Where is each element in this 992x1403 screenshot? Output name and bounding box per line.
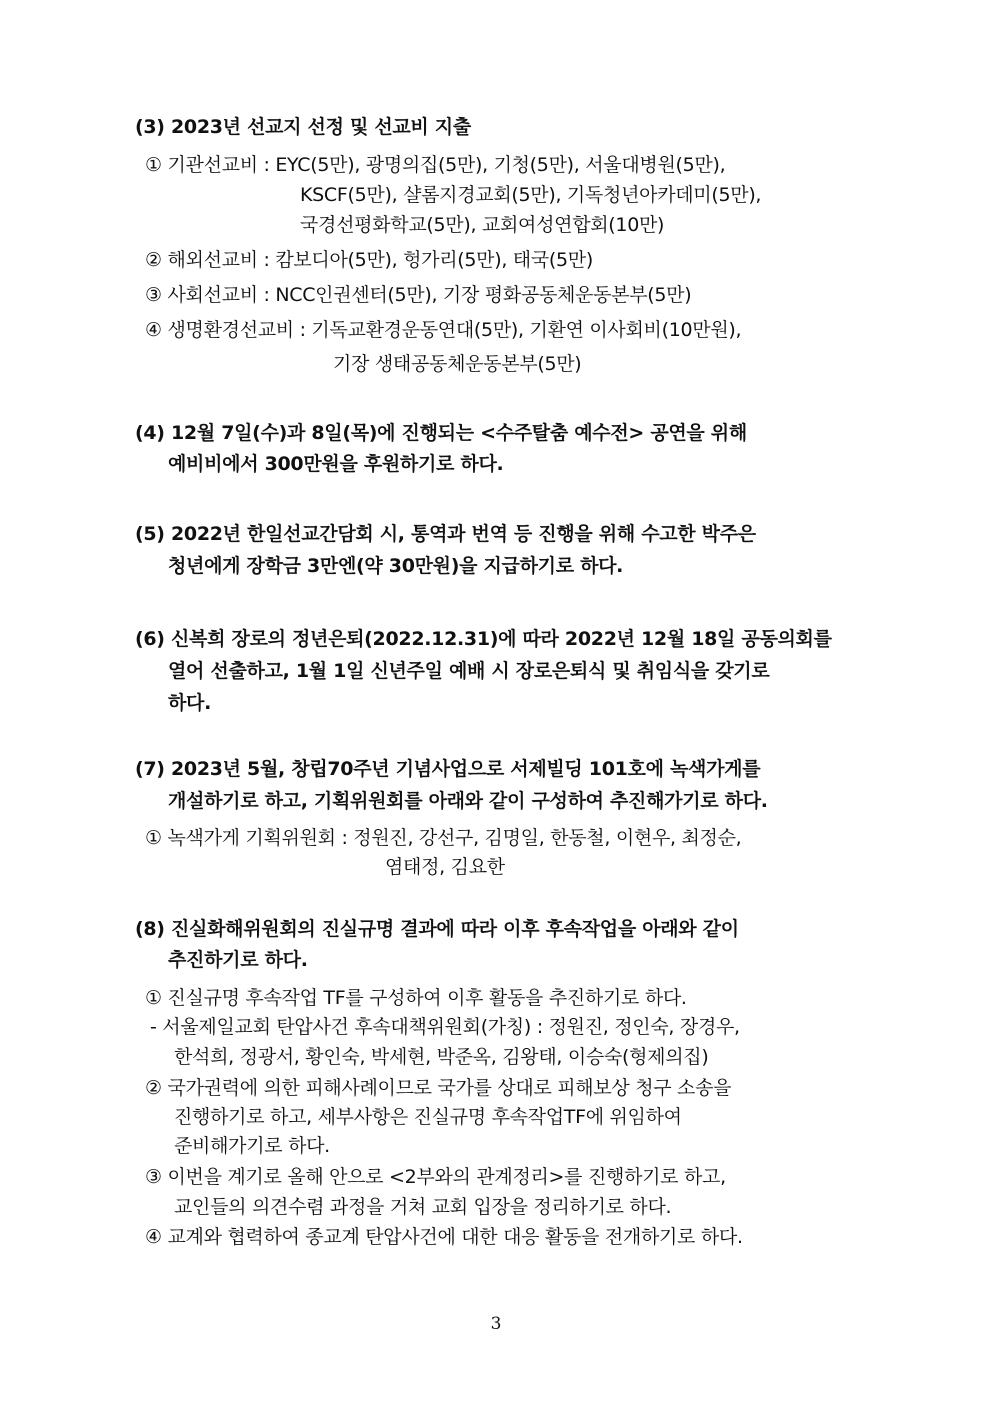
section-4-heading-continuation: 예비비에서 300만원을 후원하기로 하다. — [168, 453, 504, 475]
list-item-continuation: 국경선평화학교(5만), 교회여성연합회(10만) — [300, 214, 665, 236]
section-8-heading: (8) 진실화해위원회의 진실규명 결과에 따라 이후 후속작업을 아래와 같이 — [135, 918, 739, 940]
list-item-continuation: 한석희, 정광서, 황인숙, 박세현, 박준옥, 김왕태, 이승숙(형제의집) — [174, 1046, 709, 1068]
section-4-heading: (4) 12월 7일(수)과 8일(목)에 진행되는 <수주탈춤 예수전> 공연을 위해 — [135, 422, 747, 444]
list-item: ② 해외선교비 : 캄보디아(5만), 헝가리(5만), 태국(5만) — [145, 249, 593, 271]
section-5-heading: (5) 2022년 한일선교간담회 시, 통역과 번역 등 진행을 위해 수고한 박주은 — [135, 523, 756, 545]
section-7-heading: (7) 2023년 5월, 창립70주년 기념사업으로 서제빌딩 101호에 녹색가게를 — [135, 758, 761, 780]
section-6-heading-continuation: 하다. — [168, 692, 212, 714]
list-item-continuation: 교인들의 의견수렴 과정을 거쳐 교회 입장을 정리하기로 하다. — [174, 1196, 672, 1218]
section-3-heading: (3) 2023년 선교지 선정 및 선교비 지출 — [135, 116, 471, 138]
list-item: - 서울제일교회 탄압사건 후속대책위원회(가칭) : 정원진, 정인숙, 장경우, — [150, 1016, 740, 1038]
list-item: ④ 교계와 협력하여 종교계 탄압사건에 대한 대응 활동을 전개하기로 하다. — [145, 1226, 743, 1248]
list-item: ③ 사회선교비 : NCC인권센터(5만), 기장 평화공동체운동본부(5만) — [145, 284, 692, 306]
list-item-continuation: KSCF(5만), 샬롬지경교회(5만), 기독청년아카데미(5만), — [300, 184, 762, 206]
section-6-heading-continuation: 열어 선출하고, 1월 1일 신년주일 예배 시 장로은퇴식 및 취임식을 갖기로 — [168, 660, 770, 682]
list-item: ① 녹색가게 기획위원회 : 정원진, 강선구, 김명일, 한동철, 이현우, 최정순, — [145, 827, 742, 849]
list-item-continuation: 염태정, 김요한 — [385, 856, 505, 878]
page-number: 3 — [490, 1314, 502, 1334]
list-item: ① 기관선교비 : EYC(5만), 광명의집(5만), 기청(5만), 서울대병원(5만), — [145, 154, 726, 176]
list-item: ① 진실규명 후속작업 TF를 구성하여 이후 활동을 추진하기로 하다. — [145, 987, 687, 1009]
section-7-heading-continuation: 개설하기로 하고, 기획위원회를 아래와 같이 구성하여 추진해가기로 하다. — [168, 790, 768, 812]
list-item-continuation: 기장 생태공동체운동본부(5만) — [333, 353, 582, 375]
section-5-heading-continuation: 청년에게 장학금 3만엔(약 30만원)을 지급하기로 하다. — [168, 555, 624, 577]
list-item-continuation: 준비해가기로 하다. — [174, 1135, 330, 1157]
section-6-heading: (6) 신복희 장로의 정년은퇴(2022.12.31)에 따라 2022년 12월 18일 공동의회를 — [135, 628, 832, 650]
list-item: ④ 생명환경선교비 : 기독교환경운동연대(5만), 기환연 이사회비(10만원), — [145, 319, 742, 341]
list-item: ③ 이번을 계기로 올해 안으로 <2부와의 관계정리>를 진행하기로 하고, — [145, 1166, 726, 1188]
list-item: ② 국가권력에 의한 피해사례이므로 국가를 상대로 피해보상 청구 소송을 — [145, 1077, 732, 1099]
list-item-continuation: 진행하기로 하고, 세부사항은 진실규명 후속작업TF에 위임하여 — [174, 1106, 682, 1128]
section-8-heading-continuation: 추진하기로 하다. — [168, 949, 308, 971]
